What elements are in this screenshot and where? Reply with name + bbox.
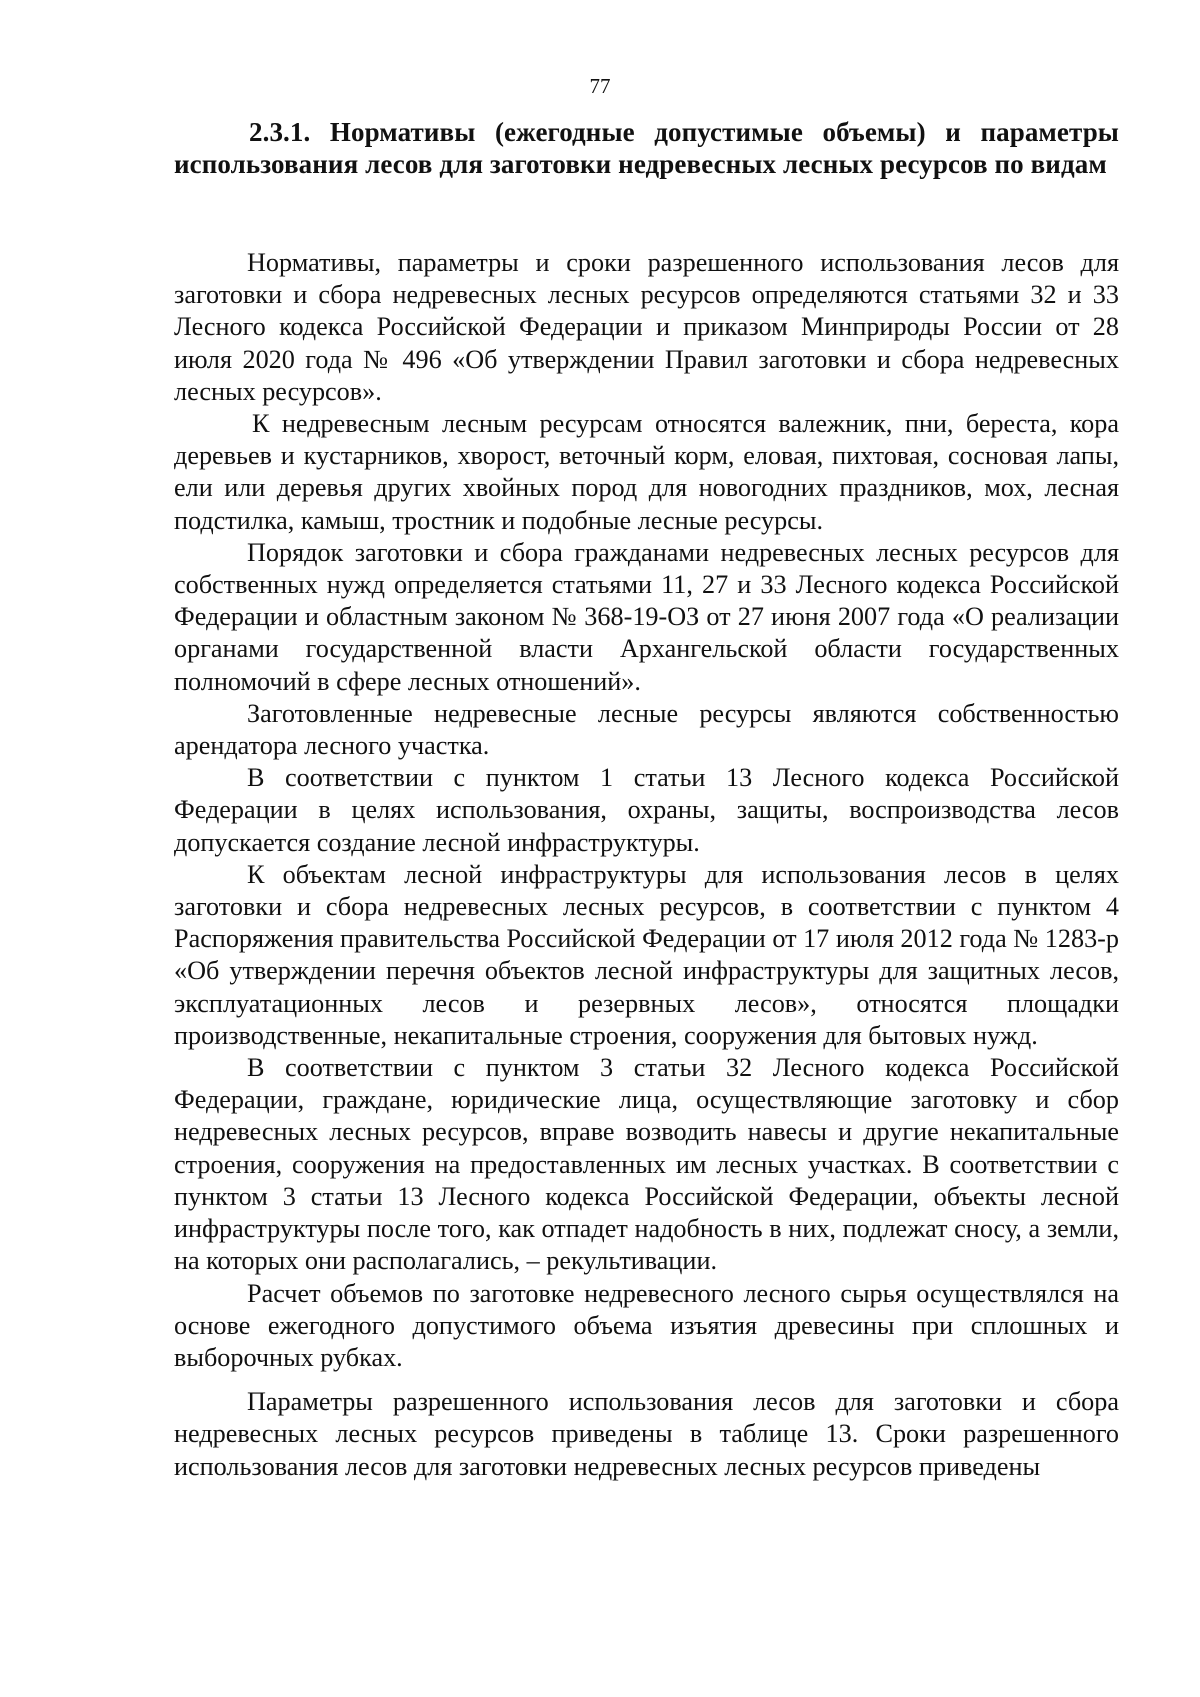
body-text [174, 247, 1119, 1483]
paragraph-7: В соответствии с пунктом 3 статьи 32 Лесного кодекса Российской Федерации, граждане, юридические лица, осуществляющие заготовку и сбор недревесных лесных ресурсов, вправе возводить навесы и другие некапитальные строения, сооружения на предоставленных им лесных участках. В соответствии с пунктом 3 статьи 13 Лесного кодекса Российской Федерации, объекты лесной инфраструктуры после того, как отпадет надобность в них, подлежат сносу, а земли, на которых они располагались, – рекультивации. [174, 1053, 1119, 1276]
paragraph-3: Порядок заготовки и сбора гражданами недревесных лесных ресурсов для собственных нужд определяется статьями 11, 27 и 33 Лесного кодекса Российской Федерации и областным законом № 368-19-ОЗ от 27 июня 2007 года «О реализации органами государственной власти Архангельской области государственных полномочий в сфере лесных отношений». [174, 537, 1119, 696]
paragraph-6: К объектам лесной инфраструктуры для использования лесов в целях заготовки и сбора недревесных лесных ресурсов, в соответствии с пунктом 4 Распоряжения правительства Российской Федерации от 17 июля 2012 года № 1283-р «Об утверждении перечня объектов лесной инфраструктуры для защитных лесов, эксплуатационных лесов и резервных лесов», относятся площадки производственные, некапитальные строения, сооружения для бытовых нужд. [174, 859, 1119, 1050]
page-number: 77 [589, 74, 611, 98]
paragraph-4: Заготовленные недревесные лесные ресурсы являются собственностью арендатора лесного участка. [174, 698, 1119, 761]
paragraph-9: Параметры разрешенного использования лесов для заготовки и сбора недревесных лесных ресурсов приведены в таблице 13. Сроки разрешенного использования лесов для заготовки недревесных лесных ресурсов приведены [174, 1387, 1119, 1481]
paragraph-5: В соответствии с пунктом 1 статьи 13 Лесного кодекса Российской Федерации в целях использования, охраны, защиты, воспроизводства лесов допускается создание лесной инфраструктуры. [174, 763, 1119, 857]
paragraph-1: Нормативы, параметры и сроки разрешенного использования лесов для заготовки и сбора недревесных лесных ресурсов определяются статьями 32 и 33 Лесного кодекса Российской Федерации и приказом Минприроды России от 28 июля 2020 года № 496 «Об утверждении Правил заготовки и сбора недревесных лесных ресурсов». [174, 248, 1119, 406]
paragraph-2: К недревесным лесным ресурсам относятся валежник, пни, береста, кора деревьев и кустарников, хворост, веточный корм, еловая, пихтовая, сосновая лапы, ели или деревья других хвойных пород для новогодних праздников, мох, лесная подстилка, камыш, тростник и подобные лесные ресурсы. [174, 409, 1119, 535]
section-heading: 2.3.1. Нормативы (ежегодные допустимые объемы) и параметры использования лесов для заготовки недревесных лесных ресурсов по видам [174, 117, 1119, 179]
paragraph-8: Расчет объемов по заготовке недревесного лесного сырья осуществлялся на основе ежегодного допустимого объема изъятия древесины при сплошных и выборочных рубках. [174, 1278, 1119, 1372]
